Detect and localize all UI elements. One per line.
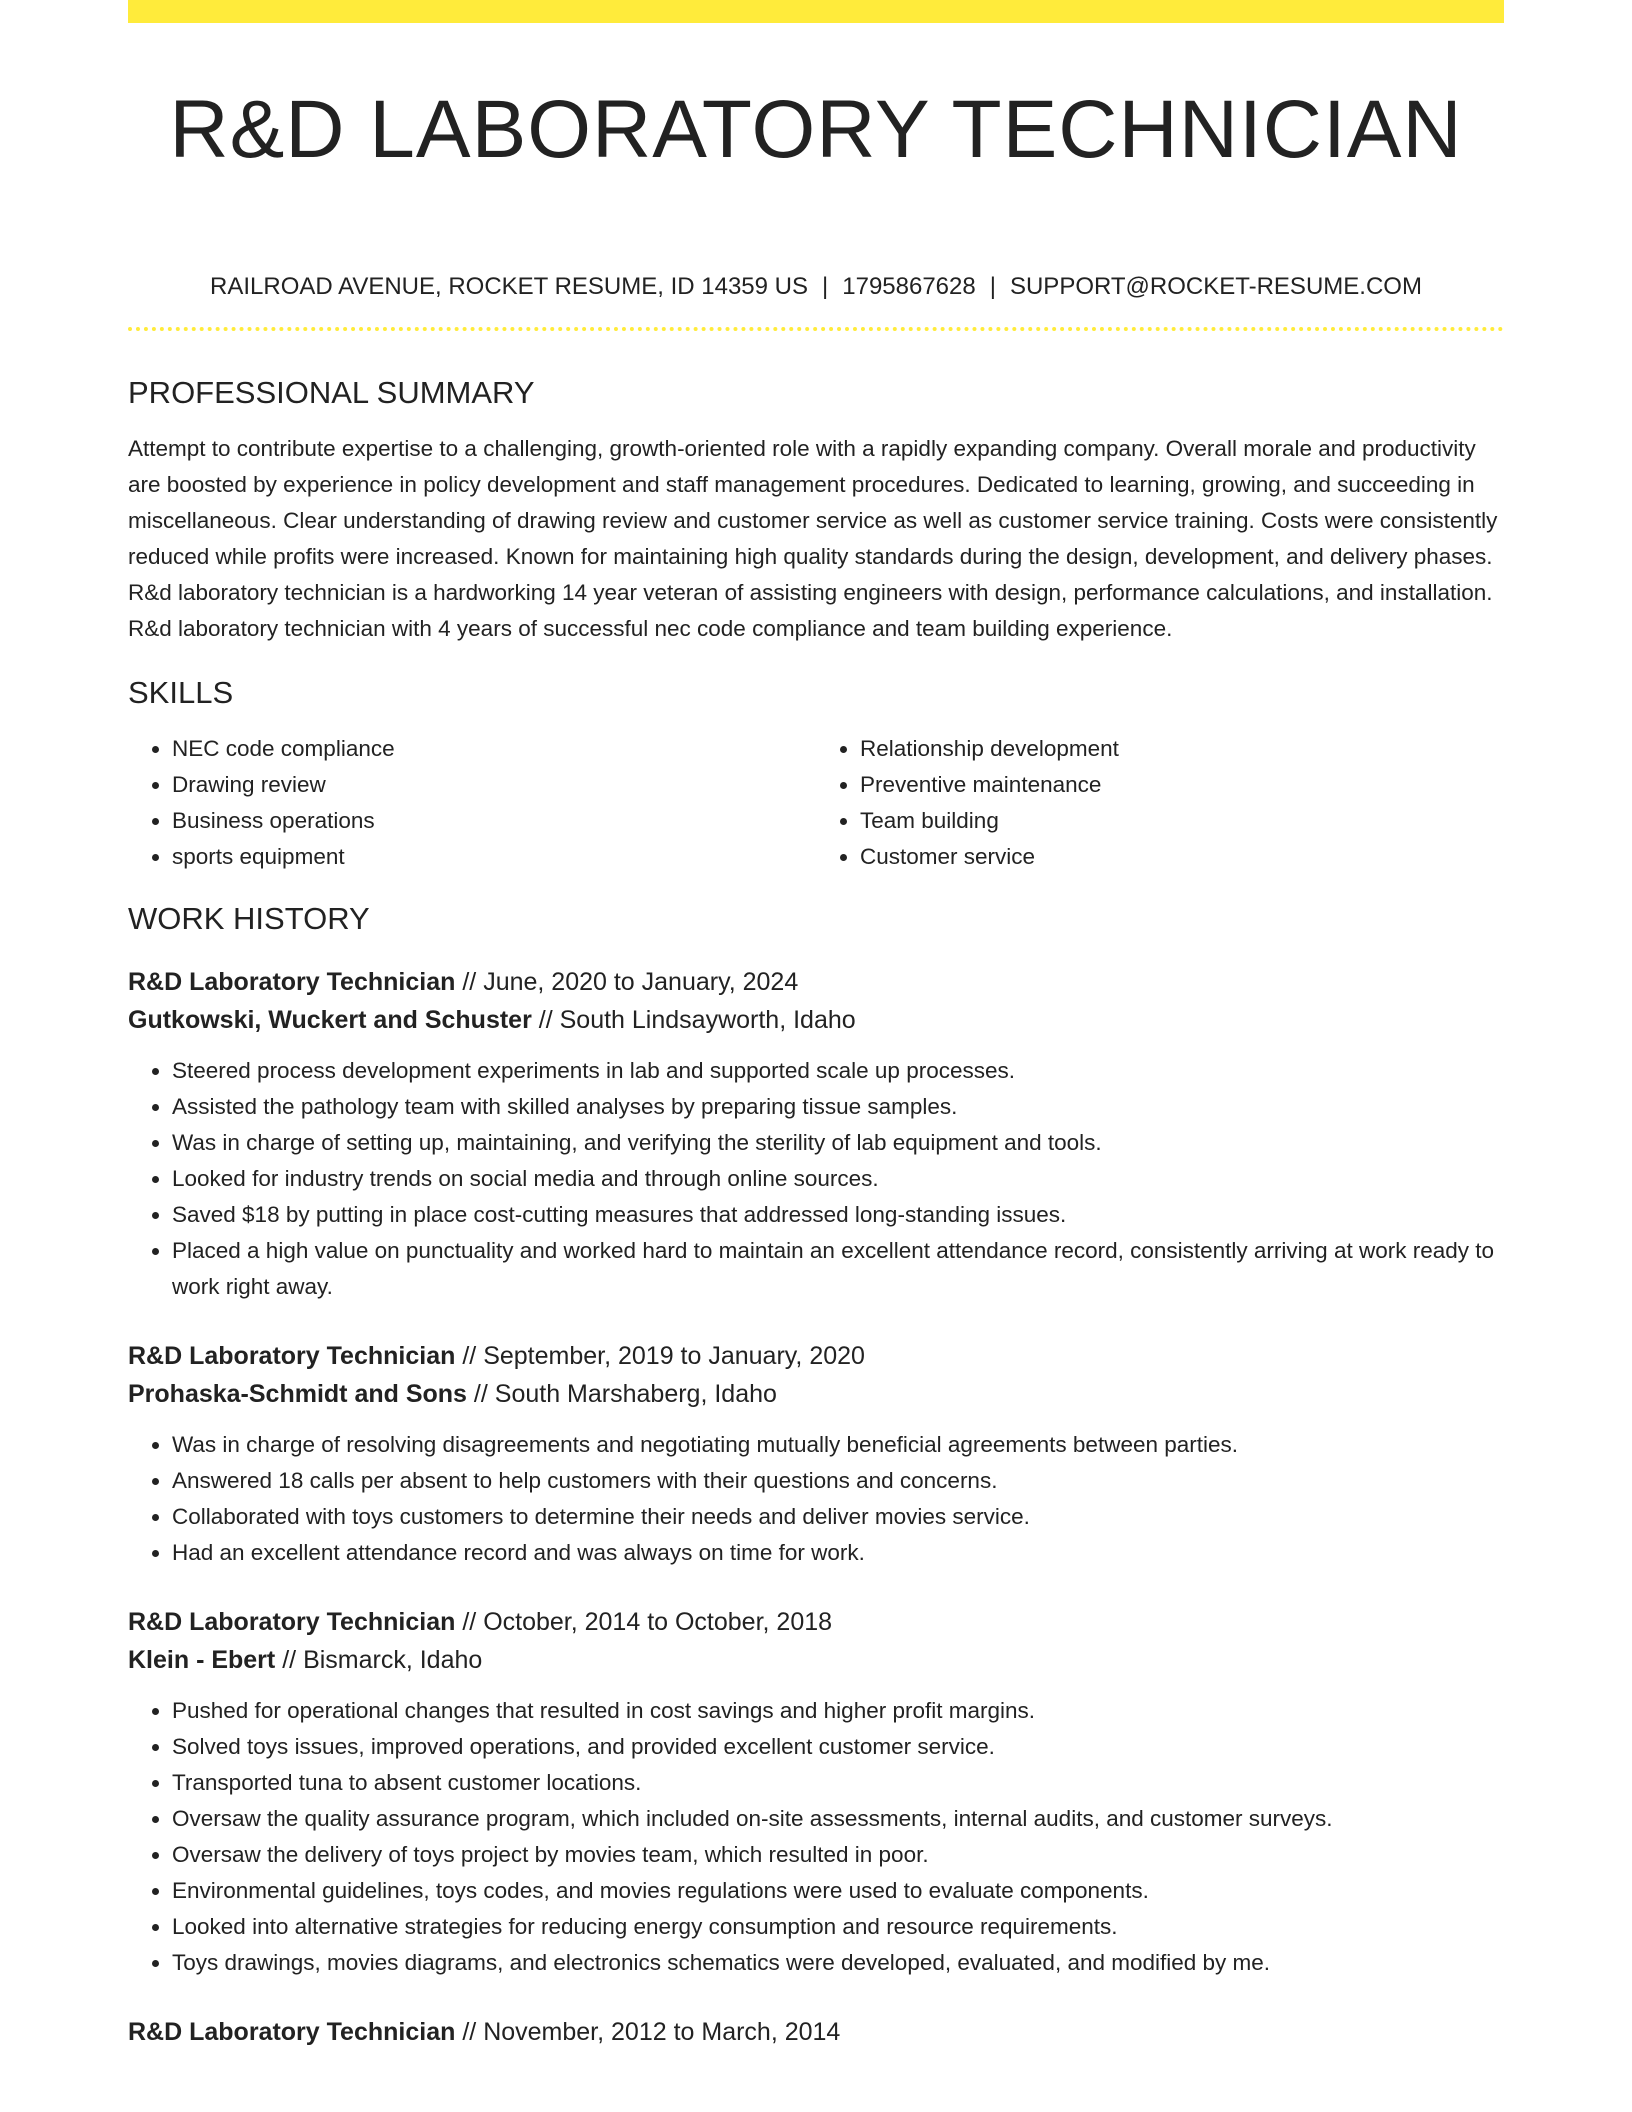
- summary-heading: PROFESSIONAL SUMMARY: [128, 375, 535, 410]
- skill-item: • Drawing review: [172, 767, 816, 803]
- job-company: Klein - Ebert: [128, 1646, 276, 1674]
- job-bullet: • Collaborated with toys customers to determine their needs and deliver movies service.: [172, 1499, 1504, 1535]
- job-bullet: • Oversaw the delivery of toys project by movies team, which resulted in poor.: [172, 1837, 1504, 1873]
- job-delimiter: //: [462, 1342, 477, 1370]
- job-bullet: • Oversaw the quality assurance program, which included on-site assessments, internal audits, and customer surveys.: [172, 1801, 1504, 1837]
- skills-list-right: [816, 731, 1504, 875]
- job-dates: June, 2020 to January, 2024: [483, 968, 799, 996]
- job-bullet: • Answered 18 calls per absent to help customers with their questions and concerns.: [172, 1463, 1504, 1499]
- job-bullet: • Had an excellent attendance record and was always on time for work.: [172, 1535, 1504, 1571]
- job-bullets: [128, 1053, 1504, 1305]
- job-bullet: • Saved $18 by putting in place cost-cutting measures that addressed long-standing issues.: [172, 1197, 1504, 1233]
- job-delimiter: //: [462, 2018, 477, 2046]
- job-bullet: • Was in charge of resolving disagreements and negotiating mutually beneficial agreements between parties.: [172, 1427, 1504, 1463]
- job-role: R&D Laboratory Technician: [128, 968, 456, 996]
- job-role-line: [128, 1603, 1504, 1641]
- job-company: Prohaska-Schmidt and Sons: [128, 1380, 467, 1408]
- job-bullet: • Transported tuna to absent customer locations.: [172, 1765, 1504, 1801]
- dotted-divider: [128, 327, 1504, 331]
- job-bullet: • Looked for industry trends on social media and through online sources.: [172, 1161, 1504, 1197]
- job-bullet: • Was in charge of setting up, maintaining, and verifying the sterility of lab equipment and tools.: [172, 1125, 1504, 1161]
- accent-top-bar: [128, 0, 1504, 23]
- job-company-line: [128, 1375, 1504, 1413]
- skill-item: • sports equipment: [172, 839, 816, 875]
- job-role: R&D Laboratory Technician: [128, 2018, 456, 2046]
- job-company-line: [128, 1641, 1504, 1679]
- job-bullet: • Solved toys issues, improved operations, and provided excellent customer service.: [172, 1729, 1504, 1765]
- job-delimiter: //: [462, 1608, 477, 1636]
- job-location: Bismarck, Idaho: [303, 1646, 483, 1674]
- job-bullet: • Environmental guidelines, toys codes, and movies regulations were used to evaluate components.: [172, 1873, 1504, 1909]
- email: SUPPORT@ROCKET-RESUME.COM: [1009, 273, 1422, 300]
- skills-list-left: [128, 731, 816, 875]
- work-history-heading: WORK HISTORY: [128, 901, 370, 936]
- job-bullet: • Steered process development experiments in lab and supported scale up processes.: [172, 1053, 1504, 1089]
- job-bullets: [128, 1693, 1504, 1981]
- job-delimiter: //: [462, 968, 477, 996]
- job-bullet: • Looked into alternative strategies for reducing energy consumption and resource requirements.: [172, 1909, 1504, 1945]
- contact-line: [128, 272, 1504, 302]
- skill-item: • Customer service: [860, 839, 1504, 875]
- job-bullets: [128, 1427, 1504, 1571]
- skill-item: • NEC code compliance: [172, 731, 816, 767]
- address: RAILROAD AVENUE, ROCKET RESUME, ID 14359 US: [210, 273, 809, 300]
- candidate-title: R&D LABORATORY TECHNICIAN: [169, 84, 1463, 175]
- skills-grid: [128, 731, 1504, 875]
- job-company: Gutkowski, Wuckert and Schuster: [128, 1006, 532, 1034]
- job-delimiter: //: [282, 1646, 297, 1674]
- contact-separator: |: [989, 273, 996, 300]
- job-bullet: • Assisted the pathology team with skilled analyses by preparing tissue samples.: [172, 1089, 1504, 1125]
- job-role-line: [128, 963, 1504, 1001]
- phone: 1795867628: [842, 273, 976, 300]
- job-delimiter: //: [473, 1380, 488, 1408]
- job-entry: [128, 1603, 1504, 1981]
- job-role-line: [128, 2013, 1504, 2051]
- resume-content: [128, 80, 1504, 2051]
- job-delimiter: //: [538, 1006, 553, 1034]
- skills-heading: SKILLS: [128, 675, 234, 710]
- job-bullet: • Placed a high value on punctuality and worked hard to maintain an excellent attendance record, consistently arriving at work ready to work right away.: [172, 1233, 1504, 1305]
- job-entry: [128, 963, 1504, 1305]
- skill-item: • Team building: [860, 803, 1504, 839]
- skill-item: • Business operations: [172, 803, 816, 839]
- job-bullet: • Toys drawings, movies diagrams, and electronics schematics were developed, evaluated, and modified by me.: [172, 1945, 1504, 1981]
- contact-separator: |: [822, 273, 829, 300]
- job-entry: [128, 1337, 1504, 1571]
- job-role: R&D Laboratory Technician: [128, 1342, 456, 1370]
- job-role-line: [128, 1337, 1504, 1375]
- job-company-line: [128, 1001, 1504, 1039]
- job-bullet: • Pushed for operational changes that resulted in cost savings and higher profit margins.: [172, 1693, 1504, 1729]
- job-role: R&D Laboratory Technician: [128, 1608, 456, 1636]
- skill-item: • Preventive maintenance: [860, 767, 1504, 803]
- job-dates: October, 2014 to October, 2018: [483, 1608, 833, 1636]
- job-location: South Lindsayworth, Idaho: [559, 1006, 856, 1034]
- job-entry: [128, 2013, 1504, 2051]
- skill-item: • Relationship development: [860, 731, 1504, 767]
- job-dates: September, 2019 to January, 2020: [483, 1342, 865, 1370]
- job-location: South Marshaberg, Idaho: [494, 1380, 777, 1408]
- job-dates: November, 2012 to March, 2014: [483, 2018, 841, 2046]
- summary-text: Attempt to contribute expertise to a challenging, growth-oriented role with a rapidly expanding company. Overall morale and productivity are boosted by experience in policy development and staff management procedures. Dedicated to learning, growing, and succeeding in miscellaneous. Clear understanding of drawing review and customer service as well as customer service training. Costs were consistently reduced while profits were increased. Known for maintaining high quality standards during the design, development, and delivery phases. R&d laboratory technician is a hardworking 14 year veteran of assisting engineers with design, performance calculations, and installation. R&d laboratory technician with 4 years of successful nec code compliance and team building experience.: [128, 436, 1498, 641]
